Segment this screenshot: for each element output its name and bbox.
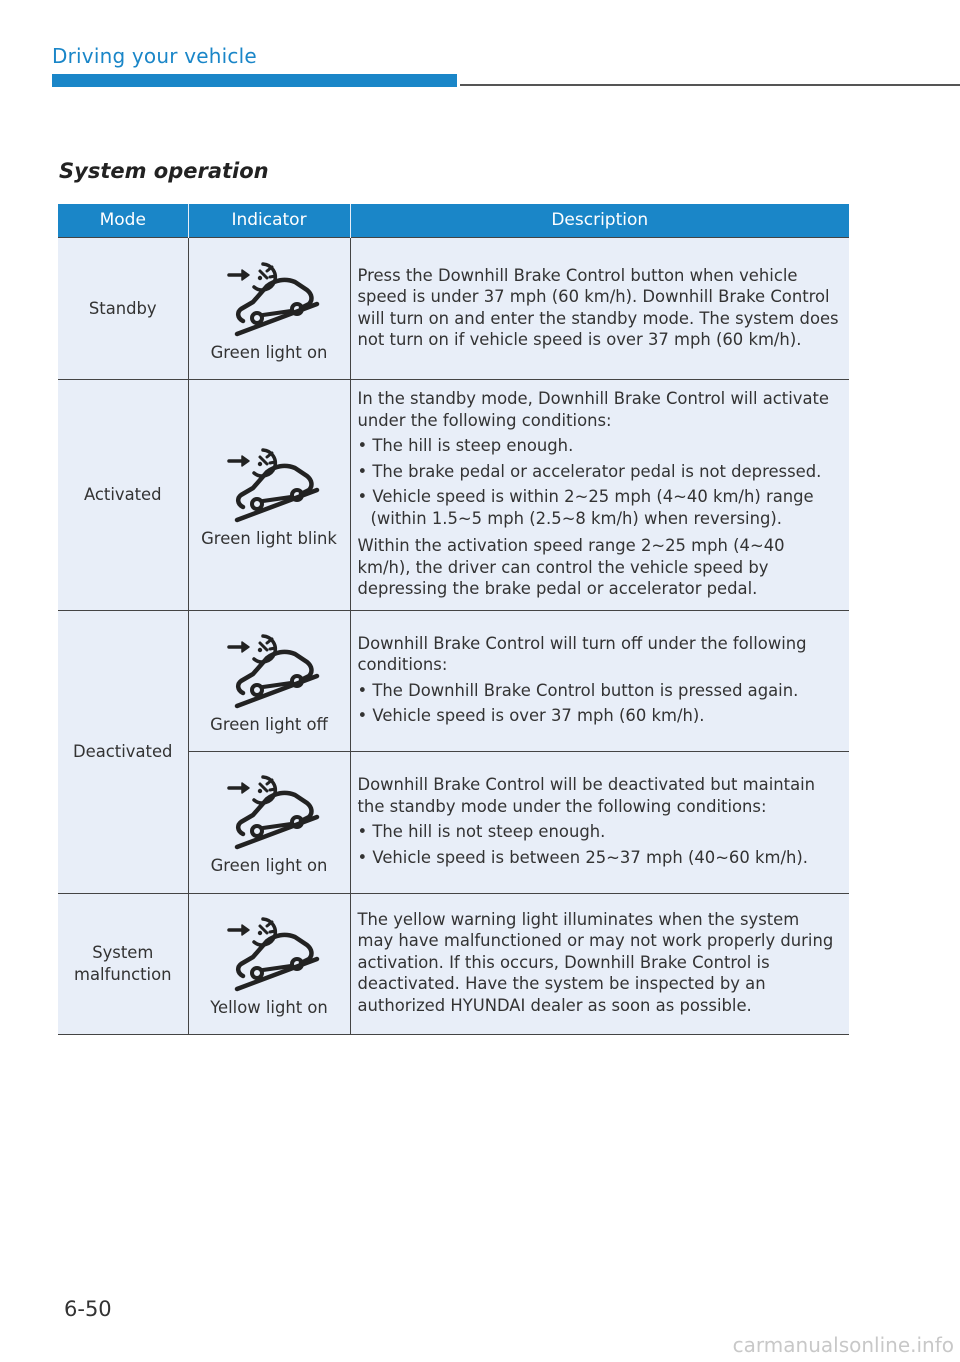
description-text: The yellow warning light illuminates when the system may have malfunctioned or may not work properly during activation. If this occurs, Downhill Brake Control is deactivated. Have the system be inspected by an authorized HYUNDAI dealer as soon as possible. — [357, 909, 834, 1015]
description-cell — [350, 893, 849, 1034]
description-cell — [350, 238, 849, 380]
table-row-activated — [58, 380, 849, 611]
table-row-standby — [58, 238, 849, 380]
indicator-label: Green light off — [210, 714, 328, 734]
description-text: Downhill Brake Control will turn off under the following conditions: — [357, 633, 807, 674]
mode-cell: Standby — [58, 238, 188, 380]
mode-cell: System malfunction — [58, 893, 188, 1034]
condition-bullet: • The hill is steep enough. — [357, 436, 574, 455]
mode-cell: Activated — [58, 380, 188, 611]
downhill-brake-control-icon — [213, 909, 325, 993]
chapter-title: Driving your vehicle — [52, 44, 257, 68]
downhill-brake-control-icon — [213, 254, 325, 338]
page-number: 6-50 — [64, 1297, 112, 1321]
condition-bullet: • The Downhill Brake Control button is pressed again. — [357, 680, 799, 700]
description-note: Within the activation speed range 2~25 mph (4~40 km/h), the driver can control the vehicle speed by depressing the brake pedal or accelerator pedal. — [357, 536, 785, 598]
indicator-cell — [188, 238, 350, 380]
indicator-cell — [188, 380, 350, 611]
watermark: carmanualsonline.info — [732, 1333, 954, 1357]
column-header-description: Description — [350, 204, 849, 238]
header-accent-bar — [52, 74, 457, 87]
indicator-label: Green light on — [210, 342, 328, 362]
condition-bullet: • Vehicle speed is within 2~25 mph (4~40 km/h) range (within 1.5~5 mph (2.5~8 km/h) when reversing). — [357, 487, 814, 528]
table-header-row — [58, 204, 849, 238]
condition-bullet: • The brake pedal or accelerator pedal is not depressed. — [357, 461, 822, 481]
description-cell — [350, 610, 849, 751]
column-header-indicator: Indicator — [188, 204, 350, 238]
table-row-system-malfunction — [58, 893, 849, 1034]
indicator-label: Green light blink — [201, 529, 337, 548]
description-text: Downhill Brake Control will be deactivated but maintain the standby mode under the following conditions: — [357, 775, 816, 816]
downhill-brake-control-icon — [213, 440, 325, 524]
table-row-deactivated — [58, 610, 849, 751]
column-header-mode: Mode — [58, 204, 188, 238]
condition-bullet: • Vehicle speed is between 25~37 mph (40~60 km/h). — [357, 847, 808, 867]
indicator-label: Yellow light on — [210, 997, 328, 1017]
description-cell — [350, 751, 849, 893]
indicator-cell — [188, 751, 350, 893]
description-text: In the standby mode, Downhill Brake Control will activate under the following conditions: — [357, 389, 830, 430]
condition-bullet: • The hill is not steep enough. — [357, 822, 606, 841]
mode-cell: Deactivated — [58, 610, 188, 893]
system-operation-table — [58, 204, 849, 1035]
description-cell — [350, 380, 849, 611]
description-text: Press the Downhill Brake Control button when vehicle speed is under 37 mph (60 km/h). Downhill Brake Control will turn on and enter the standby mode. The system does not turn on if vehicle speed is over 37 mph (60 km/h). — [357, 265, 839, 349]
indicator-cell — [188, 610, 350, 751]
header-divider — [460, 84, 960, 86]
downhill-brake-control-icon — [213, 767, 325, 851]
downhill-brake-control-icon — [213, 626, 325, 710]
indicator-label: Green light on — [210, 856, 328, 876]
indicator-cell — [188, 893, 350, 1034]
section-title: System operation — [59, 159, 269, 183]
condition-bullet: • Vehicle speed is over 37 mph (60 km/h). — [357, 706, 705, 725]
